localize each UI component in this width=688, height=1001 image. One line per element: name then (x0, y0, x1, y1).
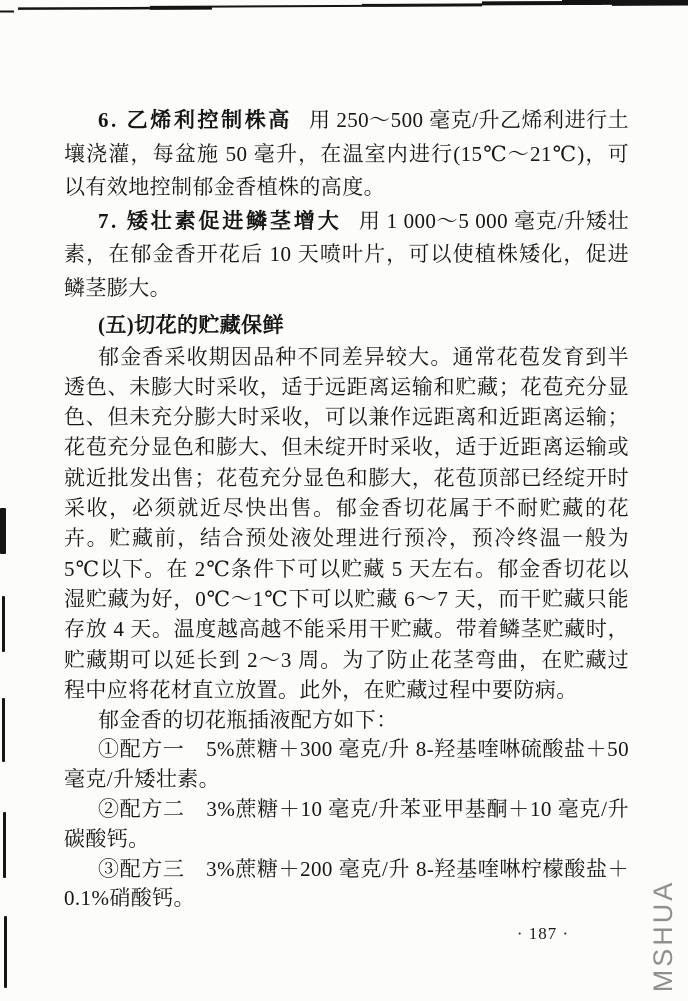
scan-left-edge-mark (2, 596, 5, 652)
scan-left-edge-mark (0, 508, 6, 554)
item-7-body: 用 1 000～5 000 毫克/升矮壮素，在郁金香开花后 10 天喷叶片，可以使植株矮化，促进鳞茎膨大。 (64, 208, 629, 300)
item-6-title: 6. 乙烯利控制株高 (98, 108, 292, 132)
numbered-item-6 (64, 104, 629, 205)
storage-paragraph: 郁金香采收期因品种不同差异较大。通常花苞发育到半透色、未膨大时采收，适于远距离运输和贮藏；花苞充分显色、但未充分膨大时采收，可以兼作远距离和近距离运输；花苞充分显色和膨大、但未绽开时采收，适于近距离运输或就近批发出售；花苞充分显色和膨大，花苞顶部已经绽开时采收，必须就近尽快出售。郁金香切花属于不耐贮藏的花卉。贮藏前，结合预处液处理进行预冷，预冷终温一般为 5℃以下。在 2℃条件下可以贮藏 5 天左右。郁金香切花以湿贮藏为好，0℃～1℃下可以贮藏 6～7 天，而干贮藏只能存放 4 天。温度越高越不能采用干贮藏。带着鳞茎贮藏时，贮藏期可以延长到 2～3 周。为了防止花茎弯曲，在贮藏过程中应将花材直立放置。此外，在贮藏过程中要防病。 (64, 344, 629, 702)
item-6-body: 用 250～500 毫克/升乙烯利进行土壤浇灌，每盆施 50 毫升，在温室内进行(15℃～21℃)，可以有效地控制郁金香植株的高度。 (64, 108, 630, 200)
recipe-2: ②配方二 3%蔗糖＋10 毫克/升苯亚甲基酮＋10 毫克/升碳酸钙。 (64, 797, 629, 851)
recipe-3: ③配方三 3%蔗糖＋200 毫克/升 8-羟基喹啉柠檬酸盐＋0.1%硝酸钙。 (64, 856, 629, 911)
page-number: · 187 · (516, 924, 570, 943)
item-7-title: 7. 矮壮素促进鳞茎增大 (98, 208, 342, 233)
recipe-1: ①配方一 5%蔗糖＋300 毫克/升 8-羟基喹啉硫酸盐＋50 毫克/升矮壮素。 (64, 737, 629, 792)
recipes-intro: 郁金香的切花瓶插液配方如下： (98, 708, 398, 733)
scan-left-edge-mark (4, 916, 7, 988)
numbered-item-7 (64, 205, 629, 306)
scan-left-edge-mark (2, 698, 5, 762)
scan-left-edge-mark (3, 812, 6, 878)
page-text-column (64, 0, 629, 914)
section-heading: (五)切花的贮藏保鲜 (98, 312, 284, 337)
watermark-text: MSHUA (648, 879, 678, 993)
